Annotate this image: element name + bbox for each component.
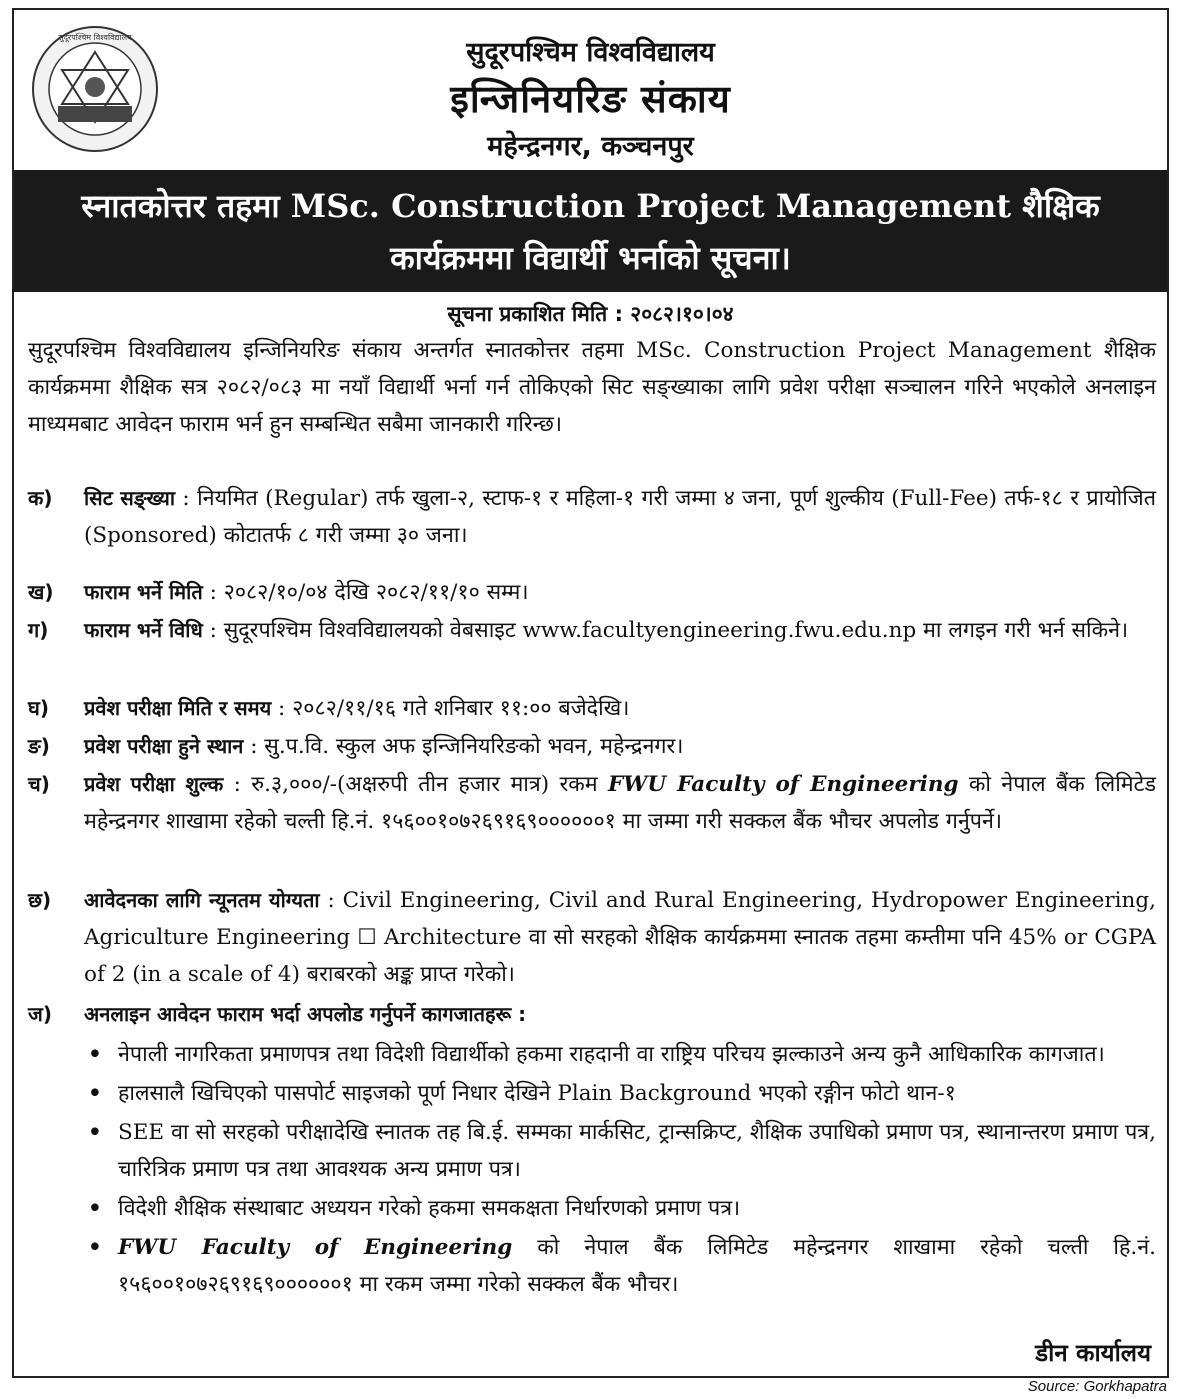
dean-office-signature: डीन कार्यालय bbox=[1035, 1339, 1151, 1367]
university-name: सुदूरपश्चिम विश्वविद्यालय bbox=[466, 37, 715, 68]
item-heading: अनलाइन आवेदन फाराम भर्दा अपलोड गर्नुपर्ने कागजातहरू : bbox=[84, 1002, 527, 1026]
item-heading: आवेदनका लागि न्यूनतम योग्यता bbox=[84, 888, 320, 912]
list-item: • SEE वा सो सरहको परीक्षादेखि स्नातक तह बि.ई. सम्मका मार्कसिट, ट्रान्सक्रिप्ट, शैक्षिक उपाधिको प्रमाण पत्र, स्थानान्तरण प्रमाण पत्र, चारित्रिक प्रमाण पत्र तथा आवश्यक अन्य प्रमाण पत्र। bbox=[88, 1120, 1156, 1182]
item-form-method bbox=[28, 612, 1156, 649]
item-text: को नेपाल बैंक लिमिटेड महेन्द्रनगर शाखामा रहेको चल्ती हि.नं. १५६००१०७२६९१६९००००००१ मा जम्मा गरी सक्कल बैंक भौचर अपलोड गर्नुपर्ने। bbox=[84, 772, 1157, 834]
item-heading: प्रवेश परीक्षा मिति र समय bbox=[84, 696, 272, 720]
item-heading: फाराम भर्ने विधि bbox=[84, 618, 203, 642]
item-text: : २०८२/११/१६ गते शनिबार ११:०० बजेदेखि। bbox=[271, 696, 630, 721]
item-exam-venue bbox=[28, 728, 1156, 765]
item-exam-fee bbox=[28, 766, 1156, 840]
item-label: ज) bbox=[28, 1002, 52, 1026]
item-text: : नियमित (Regular) तर्फ खुला-२, स्टाफ-१ र महिला-१ गरी जम्मा ४ जना, पूर्ण शुल्कीय (Full-Fee) तर्फ-१८ र प्रायोजित (Sponsored) कोटातर्फ ८ गरी जम्मा ३० जना। bbox=[84, 486, 1156, 548]
faculty-name: इन्जिनियरिङ संकाय bbox=[450, 77, 731, 121]
item-heading: सिट सङ्ख्या bbox=[84, 486, 176, 510]
item-heading: फाराम भर्ने मिति bbox=[84, 580, 203, 604]
item-label: क) bbox=[28, 486, 53, 510]
title-banner bbox=[14, 170, 1167, 292]
item-text: : सु.प.वि. स्कुल अफ इन्जिनियरिङको भवन, महेन्द्रनगर। bbox=[243, 734, 684, 759]
list-item: • विदेशी शैक्षिक संस्थाबाट अध्ययन गरेको हकमा समकक्षता निर्धारणको प्रमाण पत्र। bbox=[88, 1196, 741, 1221]
item-text: : २०८२/१०/०४ देखि २०८२/११/१० सम्म। bbox=[202, 580, 529, 605]
item-label: ख) bbox=[28, 580, 54, 604]
list-item: • FWU Faculty of Engineering को नेपाल बैंक लिमिटेड महेन्द्रनगर शाखामा रहेको चल्ती हि.नं. १५६००१०७२६९१६९००००००१ मा रकम जम्मा गरेको सक्कल बैंक भौचर। bbox=[88, 1235, 1156, 1297]
item-form-dates bbox=[28, 574, 1156, 611]
banner-title-line-1: स्नातकोत्तर तहमा MSc. Construction Project Management शैक्षिक bbox=[81, 187, 1100, 225]
item-eligibility bbox=[28, 882, 1156, 993]
list-item: • नेपाली नागरिकता प्रमाणपत्र तथा विदेशी विद्यार्थीको हकमा राहदानी वा राष्ट्रिय परिचय झल्काउने अन्य कुनै आधिकारिक कागजात। bbox=[88, 1042, 1105, 1067]
account-name: FWU Faculty of Engineering bbox=[608, 772, 959, 797]
item-label: घ) bbox=[28, 696, 49, 720]
item-label: च) bbox=[28, 772, 50, 796]
item-heading: प्रवेश परीक्षा शुल्क bbox=[84, 772, 224, 796]
svg-text:सुदूरपश्चिम विश्वविद्यालय: सुदूरपश्चिम विश्वविद्यालय bbox=[58, 33, 132, 42]
item-heading: प्रवेश परीक्षा हुने स्थान bbox=[84, 734, 244, 758]
item-text: : Civil Engineering, Civil and Rural Engineering, Hydropower Engineering, Agriculture Engineering ☐ Architecture वा सो सरहको शैक्षिक कार्यक्रममा स्नातक तहमा कम्तीमा पनि 45% or CGPA of 2 (in a scale of 4) बराबरको अङ्क प्राप्त गरेको। bbox=[84, 888, 1156, 987]
item-label: ग) bbox=[28, 618, 49, 642]
source-credit: Source: Gorkhapatra bbox=[1027, 1378, 1167, 1395]
banner-title-line-2: कार्यक्रममा विद्यार्थी भर्नाको सूचना। bbox=[390, 239, 791, 277]
documents-list bbox=[84, 1036, 1156, 1305]
notice-date: सूचना प्रकाशित मिति : २०८२।१०।०४ bbox=[447, 302, 734, 326]
item-label: ङ) bbox=[28, 734, 50, 758]
notice-frame bbox=[12, 8, 1169, 1378]
item-documents bbox=[28, 996, 1156, 1033]
intro-paragraph: सुदूरपश्चिम विश्वविद्यालय इन्जिनियरिङ संकाय अन्तर्गत स्नातकोत्तर तहमा MSc. Construction Project Management शैक्षिक कार्यक्रममा शैक्षिक सत्र २०८२/०८३ मा नयाँ विद्यार्थी भर्ना गर्न तोकिएको सिट सङ्ख्याका लागि प्रवेश परीक्षा सञ्चालन गरिने भएकोले अनलाइन माध्यमबाट आवेदन फाराम भर्न हुन सम्बन्धित सबैमा जानकारी गरिन्छ। bbox=[28, 338, 1156, 437]
item-text: : रु.३,०००/-(अक्षरुपी तीन हजार मात्र) रकम bbox=[223, 772, 609, 797]
item-seats bbox=[28, 480, 1156, 554]
item-exam-date bbox=[28, 690, 1156, 727]
item-label: छ) bbox=[28, 888, 52, 912]
list-item: • हालसालै खिचिएको पासपोर्ट साइजको पूर्ण निधार देखिने Plain Background भएको रङ्गीन फोटो थान-१ bbox=[88, 1081, 956, 1106]
item-text: : सुदूरपश्चिम विश्वविद्यालयको वेबसाइट www.facultyengineering.fwu.edu.np मा लगइन गरी भर्न सकिने। bbox=[202, 618, 1129, 643]
notice-header bbox=[14, 10, 1167, 170]
university-location: महेन्द्रनगर, कञ्चनपुर bbox=[487, 131, 694, 162]
